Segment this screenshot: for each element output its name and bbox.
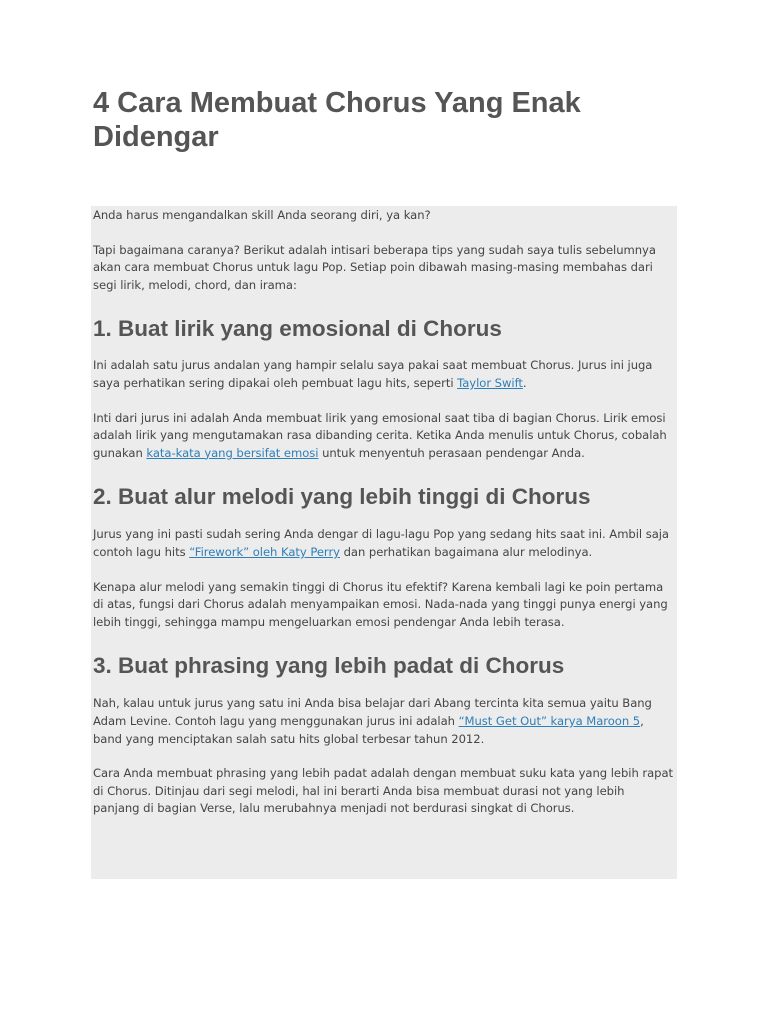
section-1-paragraph-2-end: untuk menyentuh perasaan pendengar Anda. [318, 445, 585, 460]
section-3-paragraph-1-text: Nah, kalau untuk jurus yang satu ini Anda bisa belajar dari Abang tercinta kita semua yaitu Bang Adam Levine. Contoh lagu yang menggunakan jurus ini adalah [93, 696, 652, 728]
page-title: 4 Cara Membuat Chorus Yang Enak Didengar [93, 87, 581, 153]
section-1-paragraph-2-text: Inti dari jurus ini adalah Anda membuat lirik yang emosional saat tiba di bagian Chorus. Lirik emosi adalah lirik yang mengutamakan rasa dibanding cerita. Ketika Anda menulis untuk Chorus, cobalah gunakan [93, 410, 667, 460]
section-3-paragraph-1 [93, 695, 674, 748]
intro-paragraph-2: Tapi bagaimana caranya? Berikut adalah intisari beberapa tips yang sudah saya tulis sebelumnya akan cara membuat Chorus untuk lagu Pop. Setiap poin dibawah masing-masing membahas dari segi lirik, melodi, chord, dan irama: [93, 242, 656, 292]
section-3-paragraph-1-end: , band yang menciptakan salah satu hits global terbesar tahun 2012. [93, 713, 644, 746]
section-3-heading: 3. Buat phrasing yang lebih padat di Chorus [93, 653, 565, 679]
section-2-paragraph-2: Kenapa alur melodi yang semakin tinggi di Chorus itu efektif? Karena kembali lagi ke poin pertama di atas, fungsi dari Chorus adalah menyampaikan emosi. Nada-nada yang tinggi punya energi yang lebih tinggi, sehingga mampu mengeluarkan emosi pendengar Anda lebih terasa. [93, 579, 668, 629]
section-2-paragraph-1 [93, 526, 674, 561]
section-1-paragraph-1-end: . [522, 375, 527, 390]
section-1-paragraph-1 [93, 357, 674, 392]
section-2-paragraph-1-end: dan perhatikan bagaimana alur melodinya. [339, 544, 593, 559]
must-get-out-maroon-5-link[interactable]: “Must Get Out” karya Maroon 5 [458, 713, 641, 728]
section-1-paragraph-1-text: Ini adalah satu jurus andalan yang hampir selalu saya pakai saat membuat Chorus. Jurus ini juga saya perhatikan sering dipakai oleh pembuat lagu hits, seperti [93, 358, 653, 390]
section-1-paragraph-2 [93, 410, 674, 463]
emotional-words-link[interactable]: kata-kata yang bersifat emosi [146, 445, 319, 460]
taylor-swift-link[interactable]: Taylor Swift [457, 375, 523, 390]
section-3-paragraph-2: Cara Anda membuat phrasing yang lebih padat adalah dengan membuat suku kata yang lebih rapat di Chorus. Ditinjau dari segi melodi, hal ini berarti Anda bisa membuat durasi not yang lebih panjang di bagian Verse, lalu merubahnya menjadi not berdurasi singkat di Chorus. [93, 766, 674, 816]
section-1-heading: 1. Buat lirik yang emosional di Chorus [93, 316, 502, 342]
firework-katy-perry-link[interactable]: “Firework” oleh Katy Perry [189, 544, 340, 559]
section-2-heading: 2. Buat alur melodi yang lebih tinggi di Chorus [93, 484, 591, 510]
intro-paragraph-1: Anda harus mengandalkan skill Anda seorang diri, ya kan? [93, 208, 431, 222]
article-body [91, 206, 677, 879]
section-2-paragraph-1-text: Jurus yang ini pasti sudah sering Anda dengar di lagu-lagu Pop yang sedang hits saat ini. Ambil saja contoh lagu hits [93, 527, 669, 559]
